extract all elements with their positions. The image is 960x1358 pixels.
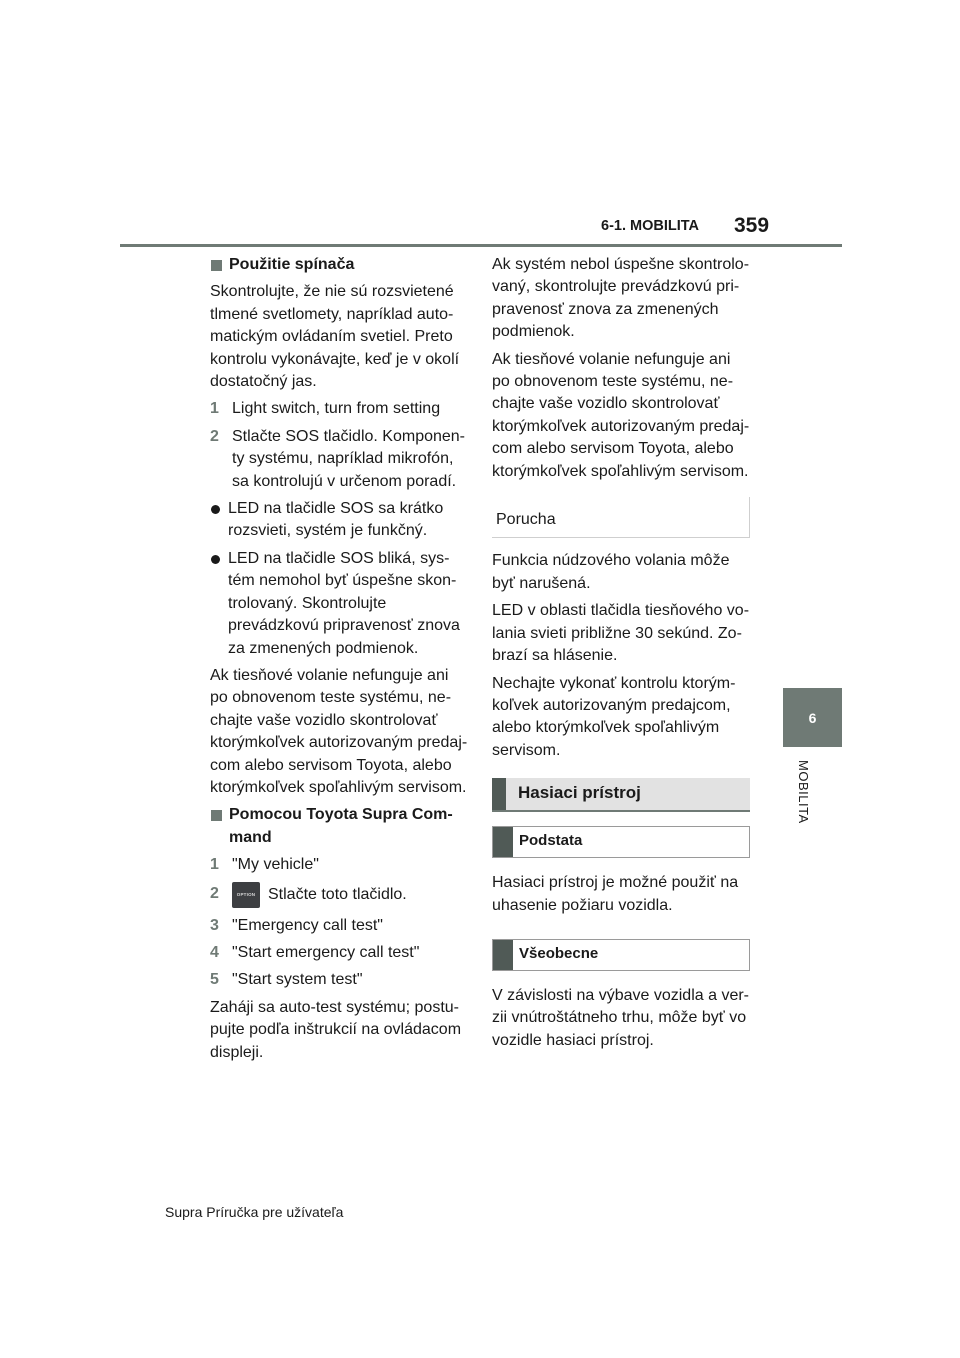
step-item (210, 882, 468, 908)
step-text: "Start system test" (232, 971, 363, 989)
subsection-heading-switch: Použitie spínača (210, 254, 468, 276)
section-heading (492, 778, 750, 812)
section-title: 6-1. MOBILITA (601, 218, 700, 234)
bullet-dot-icon (211, 555, 220, 564)
fault-box (492, 497, 750, 538)
paragraph: LED v oblasti tlačidla tiesňového vo-lania svieti približne 30 sekúnd. Zo-brazí sa hlásenie. (492, 602, 750, 665)
step-text: Stlačte SOS tlačidlo. Komponen-ty systému, napríklad mikrofón, sa kontrolujú v určenom poradí. (232, 427, 466, 490)
step-number: 4 (210, 943, 219, 961)
subheading-text: Podstata (519, 832, 583, 850)
chapter-tab-label: MOBILITA (796, 760, 811, 824)
fault-box-label: Porucha (496, 511, 556, 529)
step-number: 2 (210, 885, 219, 903)
step-text: "My vehicle" (232, 856, 319, 874)
paragraph: Zaháji sa auto-test systému; postu-pujte podľa inštrukcií na ovládacom displeji. (210, 998, 462, 1061)
section-heading-text: Hasiaci prístroj (506, 778, 750, 810)
header-divider (120, 244, 842, 247)
paragraph: Nechajte vykonať kontrolu ktorým-koľvek autorizovaným predajcom, alebo ktorýmkoľvek spoľahlivým servisom. (492, 674, 736, 759)
page-number: 359 (734, 214, 770, 237)
left-column (210, 254, 468, 1069)
step-number: 5 (210, 971, 219, 989)
bullet-dot-icon (211, 505, 220, 514)
heading-bar (493, 940, 513, 970)
paragraph: Hasiaci prístroj je možné použiť na uhasenie požiaru vozidla. (492, 874, 739, 914)
bullet-item (210, 498, 468, 543)
footer-text: Supra Príručka pre užívateľa (165, 1204, 344, 1220)
step-item (210, 942, 468, 964)
step-text: "Start emergency call test" (232, 943, 420, 961)
step-text-label: Stlačte toto tlačidlo. (268, 885, 407, 903)
step-item (210, 969, 468, 991)
subsection-heading-command: Pomocou Toyota Supra Com-mand (210, 804, 468, 849)
subheading-text: Všeobecne (519, 944, 599, 962)
paragraph: Ak tiesňové volanie nefunguje ani po obnovenom teste systému, ne-chajte vaše vozidlo skontrolovať ktorýmkoľvek autorizovaným predaj-com alebo servisom Toyota, alebo ktorýmkoľvek spoľahlivým servisom. (210, 666, 468, 796)
step-number: 2 (210, 427, 219, 445)
subheading-box (492, 939, 750, 971)
paragraph: Funkcia núdzového volania môže byť narušená. (492, 552, 730, 592)
step-item (210, 915, 468, 937)
right-column (492, 254, 750, 1057)
step-number: 1 (210, 400, 219, 418)
step-item (210, 398, 468, 420)
step-text (232, 882, 468, 908)
bullet-text: LED na tlačidle SOS sa krátko rozsvieti, systém je funkčný. (228, 500, 444, 540)
bullet-item (210, 548, 468, 660)
heading-bar (492, 778, 506, 810)
paragraph: V závislosti na výbave vozidla a ver-zii vnútroštátneho trhu, môže byť vo vozidle hasiaci prístroj. (492, 986, 749, 1049)
paragraph: Ak tiesňové volanie nefunguje ani po obnovenom teste systému, ne-chajte vaše vozidlo skontrolovať ktorýmkoľvek autorizovaným predaj-com alebo servisom Toyota, alebo ktorýmkoľvek spoľahlivým servisom. (492, 350, 750, 480)
chapter-tab-number: 6 (808, 709, 817, 726)
paragraph: Ak systém nebol úspešne skontrolo-vaný, skontrolujte prevádzkovú pri-pravenosť znova za zmenených podmienok. (492, 256, 750, 341)
paragraph: Skontrolujte, že nie sú rozsvietené tlmené svetlomety, napríklad auto-matickým ovládaním svetiel. Preto kontrolu vykonávajte, keď je v okolí dostatočný jas. (210, 283, 460, 391)
step-text: Light switch, turn from setting (232, 400, 441, 418)
step-item (210, 426, 468, 493)
step-number: 1 (210, 856, 219, 874)
step-number: 3 (210, 916, 219, 934)
bullet-text: LED na tlačidle SOS bliká, sys-tém nemohol byť úspešne skon-trolovaný. Skontrolujte prevádzkovú pripravenosť znova za zmenených podmienok. (228, 549, 460, 657)
step-text: "Emergency call test" (232, 916, 383, 934)
chapter-tab[interactable] (783, 688, 842, 747)
step-item (210, 854, 468, 876)
subheading-box (492, 826, 750, 858)
option-button-icon: OPTION (232, 882, 260, 908)
heading-bar (493, 827, 513, 857)
